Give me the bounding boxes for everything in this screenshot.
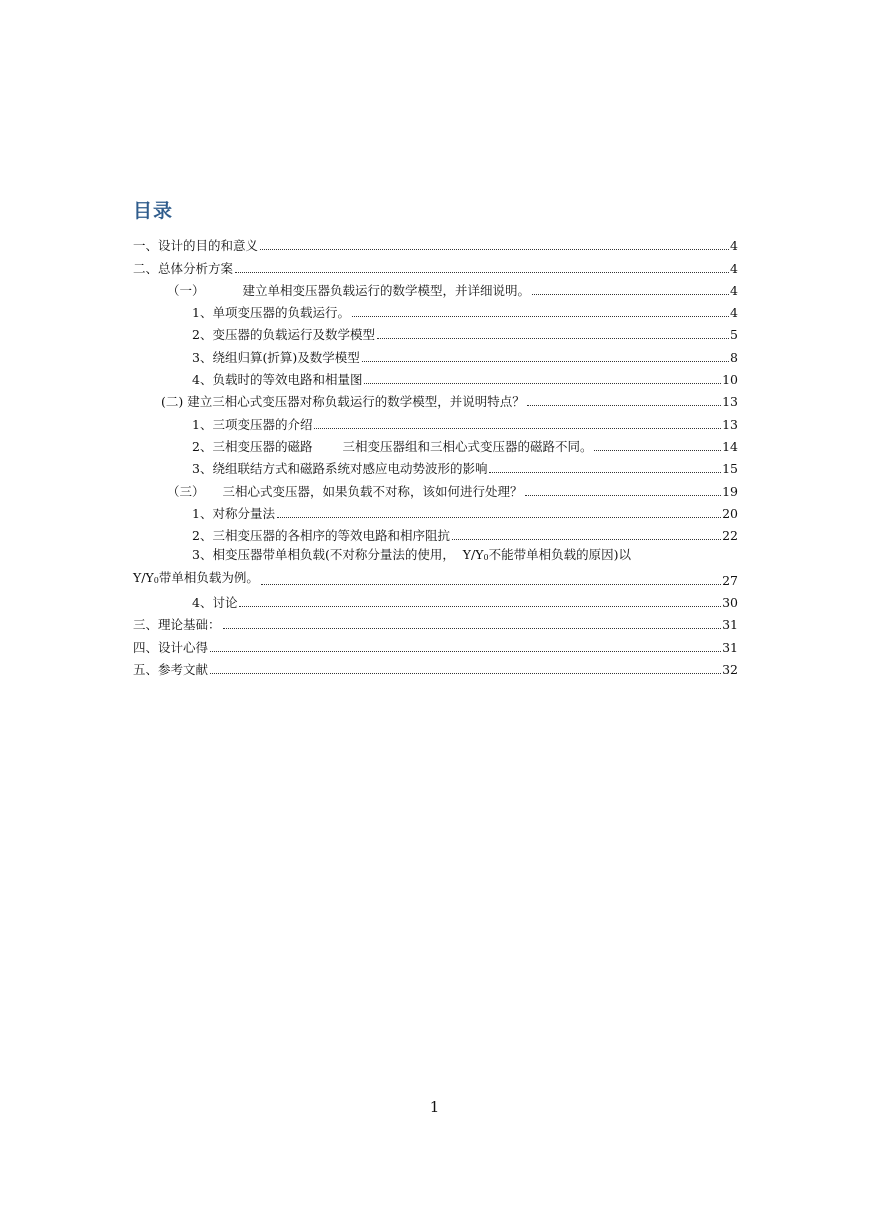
toc-page-number: 13	[722, 416, 738, 432]
toc-entry-prefix: （一）	[167, 282, 205, 298]
toc-page-number: 30	[722, 595, 738, 611]
toc-leader-dots	[277, 516, 721, 518]
toc-entry-label: 2、变压器的负载运行及数学模型	[192, 327, 375, 343]
toc-entry-label: (二) 建立三相心式变压器对称负载运行的数学模型，并说明特点？	[161, 394, 525, 410]
toc-page-number: 19	[722, 483, 738, 499]
toc-entry-label: 1、单项变压器的负载运行。	[192, 305, 350, 321]
toc-entry-prefix: （三）	[167, 483, 205, 499]
toc-leader-dots	[452, 538, 721, 540]
toc-entry[interactable]	[133, 588, 738, 610]
toc-page-number: 15	[722, 461, 738, 477]
toc-entry[interactable]	[133, 432, 738, 454]
toc-leader-dots	[527, 404, 721, 406]
toc-leader-dots	[260, 248, 729, 250]
toc-entry[interactable]	[133, 454, 738, 476]
toc-entry[interactable]	[133, 342, 738, 364]
toc-leader-dots	[352, 315, 729, 317]
toc-page-number: 14	[722, 438, 738, 454]
toc-entry[interactable]	[133, 320, 738, 342]
toc-entry-label: 三、理论基础：	[133, 617, 221, 633]
toc-page-number: 20	[722, 505, 738, 521]
toc-entry-label: 一、设计的目的和意义	[133, 238, 259, 254]
toc-entry-continuation[interactable]	[133, 565, 738, 587]
table-of-contents	[133, 231, 738, 677]
toc-entry[interactable]	[133, 499, 738, 521]
toc-page-number: 10	[722, 372, 738, 388]
toc-entry[interactable]	[133, 276, 738, 298]
toc-entry-label: 1、三项变压器的介绍	[192, 416, 313, 432]
toc-entry-label: 3、绕组归算(折算)及数学模型	[192, 349, 360, 365]
toc-page-number: 4	[730, 305, 738, 321]
toc-entry-label: 1、对称分量法	[192, 505, 275, 521]
toc-leader-dots	[210, 650, 721, 652]
toc-leader-dots	[362, 360, 729, 362]
toc-leader-dots	[235, 271, 729, 273]
toc-entry-label: 4、负载时的等效电路和相量图	[192, 372, 363, 388]
toc-entry[interactable]	[133, 476, 738, 498]
toc-page-number: 27	[722, 572, 738, 588]
toc-entry-label: 四、设计心得	[133, 639, 209, 655]
toc-entry[interactable]	[133, 409, 738, 431]
toc-page-number: 5	[730, 327, 738, 343]
toc-entry[interactable]	[133, 253, 738, 275]
toc-page-number: 4	[730, 238, 738, 254]
toc-title: 目录	[133, 200, 174, 222]
toc-entry-multiline[interactable]	[133, 543, 738, 565]
page-number: 1	[429, 1098, 440, 1116]
toc-entry[interactable]	[133, 298, 738, 320]
toc-entry-label	[167, 484, 524, 499]
toc-leader-dots	[594, 449, 721, 451]
toc-page-number: 31	[722, 617, 738, 633]
toc-page-number: 4	[730, 282, 738, 298]
toc-entry[interactable]	[133, 521, 738, 543]
toc-leader-dots	[223, 627, 722, 629]
toc-entry[interactable]	[133, 387, 738, 409]
toc-page-number: 13	[722, 394, 738, 410]
toc-leader-dots	[210, 672, 721, 674]
toc-entry-label: 五、参考文献	[133, 661, 209, 677]
toc-page-number: 31	[722, 639, 738, 655]
toc-entry[interactable]	[133, 632, 738, 654]
toc-leader-dots	[489, 471, 721, 473]
toc-leader-dots	[532, 293, 729, 295]
toc-leader-dots	[377, 337, 729, 339]
toc-leader-dots	[261, 583, 721, 585]
toc-entry-label: 二、总体分析方案	[133, 260, 234, 276]
toc-page-number: 32	[722, 661, 738, 677]
toc-leader-dots	[239, 605, 721, 607]
toc-entry-label: 2、三相变压器的各相序的等效电路和相序阻抗	[192, 528, 450, 544]
toc-entry[interactable]	[133, 365, 738, 387]
toc-leader-dots	[364, 382, 721, 384]
toc-entry[interactable]	[133, 231, 738, 253]
toc-entry-text: 三相心式变压器，如果负载不对称，该如何进行处理？	[222, 483, 523, 499]
toc-entry-text: 建立单相变压器负载运行的数学模型，并详细说明。	[242, 282, 531, 298]
toc-page-number: 4	[730, 260, 738, 276]
toc-leader-dots	[314, 427, 721, 429]
toc-entry-prefix: 2、三相变压器的磁路	[192, 438, 313, 454]
toc-page-number: 22	[722, 528, 738, 544]
toc-entry-label: 4、讨论	[192, 595, 238, 611]
toc-entry-label: Y/Y0带单相负载为例。	[133, 570, 260, 588]
toc-page-number: 8	[730, 349, 738, 365]
toc-entry-label: 3、绕组联结方式和磁路系统对感应电动势波形的影响	[192, 461, 488, 477]
toc-entry-label	[167, 283, 531, 298]
toc-entry[interactable]	[133, 610, 738, 632]
toc-entry-label: 3、相变压器带单相负载(不对称分量法的使用， Y/Y0不能带单相负载的原因)以	[192, 547, 631, 563]
toc-entry-text: 三相变压器组和三相心式变压器的磁路不同。	[342, 438, 593, 454]
toc-entry-label	[192, 439, 593, 454]
toc-leader-dots	[525, 494, 722, 496]
toc-entry[interactable]	[133, 655, 738, 677]
